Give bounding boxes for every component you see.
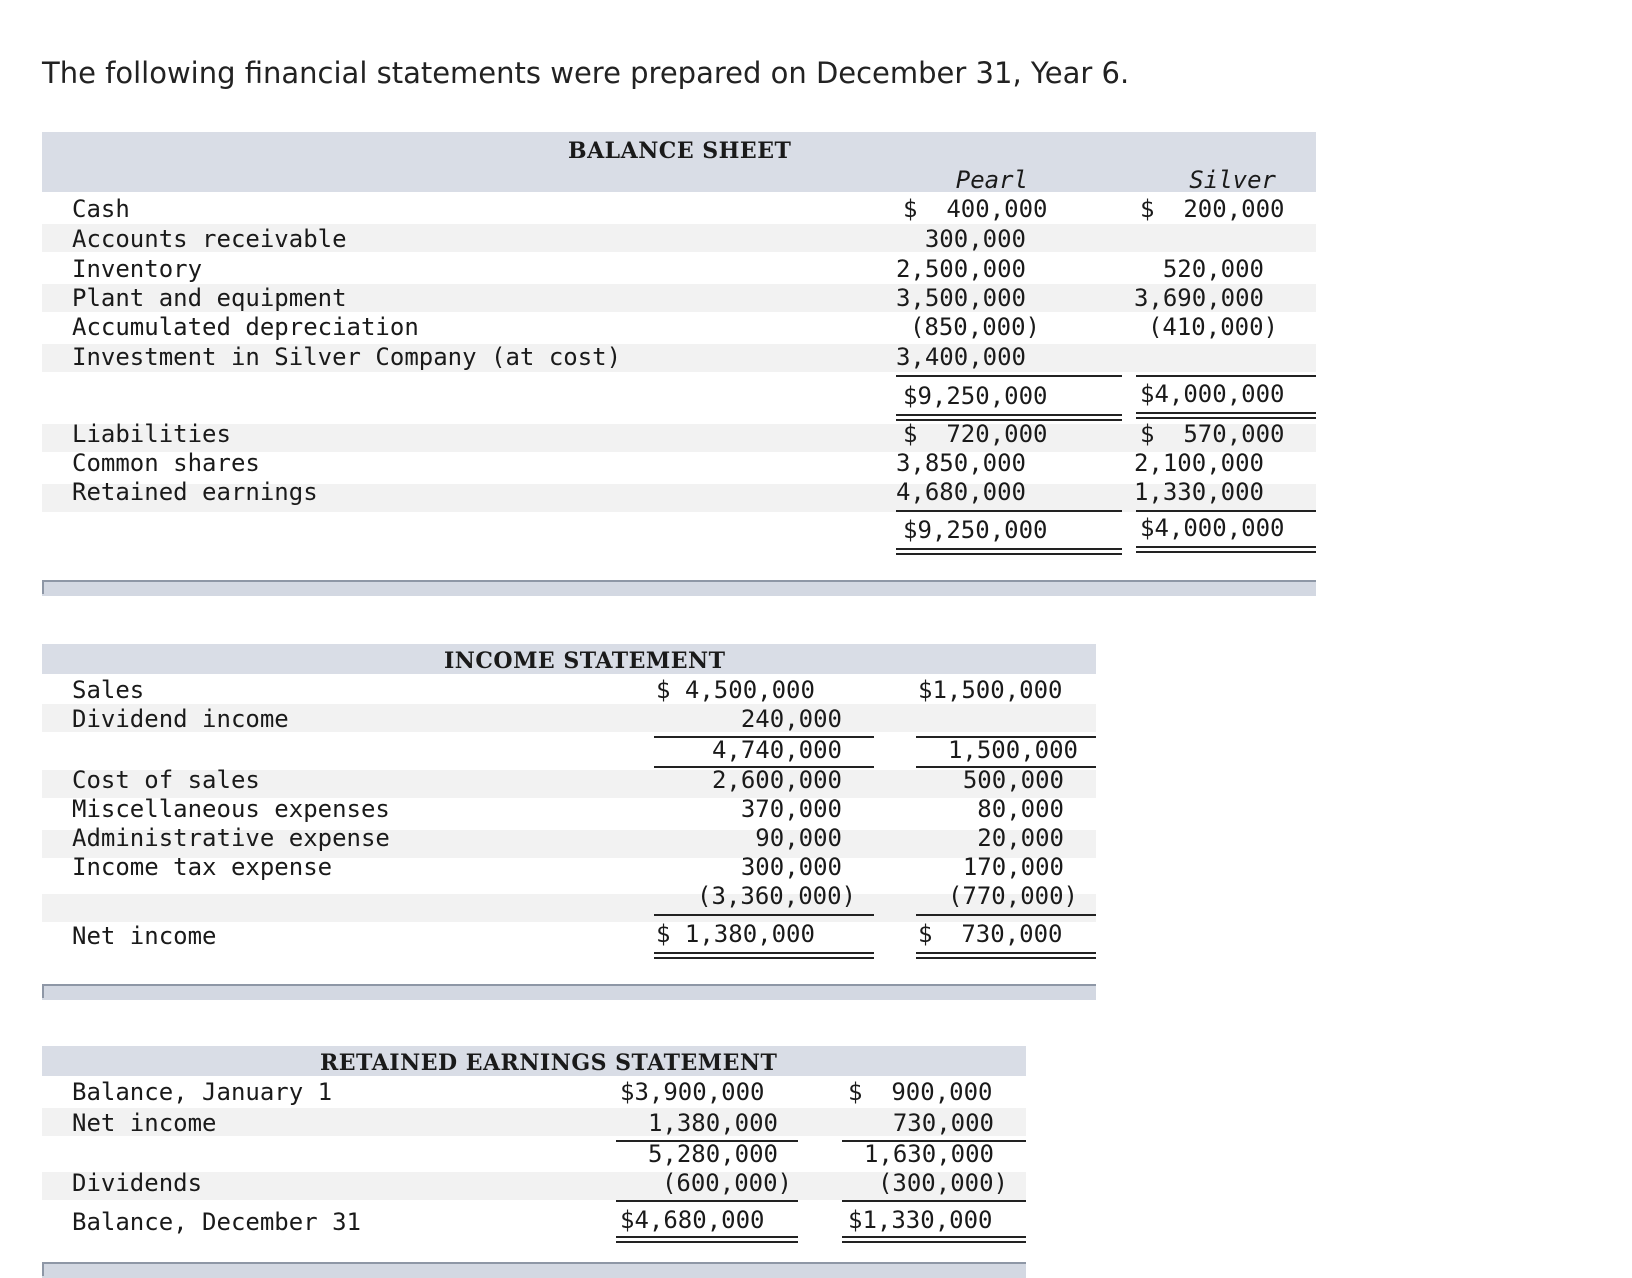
income-statement-title: INCOME STATEMENT xyxy=(444,648,726,674)
row-label: Net income xyxy=(72,1109,217,1137)
silver-value: (410,000) xyxy=(1147,313,1278,341)
silver-value: 1,330,000 xyxy=(1133,478,1264,506)
silver-value: $ 570,000 xyxy=(1140,420,1285,448)
row-label: Sales xyxy=(72,676,145,704)
row-label: Accounts receivable xyxy=(72,225,347,253)
pearl-total-assets: $9,250,000 xyxy=(903,382,1048,410)
pearl-value: 3,400,000 xyxy=(895,343,1026,371)
row-label: Cost of sales xyxy=(72,766,260,794)
row-label: Plant and equipment xyxy=(72,284,347,312)
balance-sheet-title: BALANCE SHEET xyxy=(568,138,792,164)
silver-subtotal: 1,630,000 xyxy=(863,1140,994,1168)
pearl-value: 300,000 xyxy=(740,853,842,881)
row-label: Common shares xyxy=(72,449,260,477)
row-label: Dividends xyxy=(72,1169,203,1197)
silver-total-expenses: (770,000) xyxy=(947,882,1078,910)
balance-sheet xyxy=(42,132,1316,600)
silver-value: $ 900,000 xyxy=(848,1078,993,1106)
row-label: Net income xyxy=(72,922,217,950)
silver-value: 730,000 xyxy=(892,1109,994,1137)
silver-value: 80,000 xyxy=(977,795,1064,823)
row-label: Miscellaneous expenses xyxy=(72,795,390,823)
silver-total-assets: $4,000,000 xyxy=(1140,380,1285,408)
row-label: Inventory xyxy=(72,255,203,283)
pearl-value: 240,000 xyxy=(740,705,842,733)
row-label: Administrative expense xyxy=(72,824,390,852)
silver-value: 3,690,000 xyxy=(1133,284,1264,312)
column-header-pearl: Pearl xyxy=(955,166,1028,194)
silver-value: 20,000 xyxy=(977,824,1064,852)
pearl-total-expenses: (3,360,000) xyxy=(697,882,856,910)
silver-net-income: $ 730,000 xyxy=(918,920,1063,948)
silver-value: 170,000 xyxy=(962,853,1064,881)
row-label: Liabilities xyxy=(72,420,231,448)
silver-subtotal: 1,500,000 xyxy=(947,736,1078,764)
row-label: Balance, January 1 xyxy=(72,1078,333,1106)
column-header-silver: Silver xyxy=(1189,166,1276,194)
pearl-value: 3,500,000 xyxy=(895,284,1026,312)
pearl-value: (850,000) xyxy=(909,313,1040,341)
silver-dividends: (300,000) xyxy=(877,1169,1008,1197)
silver-value: $ 200,000 xyxy=(1140,195,1285,223)
pearl-total-liabilities-equity: $9,250,000 xyxy=(903,516,1048,544)
pearl-ending-balance: $4,680,000 xyxy=(620,1206,765,1234)
pearl-value: 90,000 xyxy=(755,824,842,852)
pearl-value: $ 400,000 xyxy=(903,195,1048,223)
silver-value: 520,000 xyxy=(1162,255,1264,283)
pearl-value: 2,600,000 xyxy=(711,766,842,794)
income-statement xyxy=(42,644,1096,1000)
intro-text: The following financial statements were prepared on December 31, Year 6. xyxy=(42,56,1130,90)
row-label: Dividend income xyxy=(72,705,289,733)
row-label: Income tax expense xyxy=(72,853,333,881)
row-label: Investment in Silver Company (at cost) xyxy=(72,343,622,371)
row-label: Balance, December 31 xyxy=(72,1208,361,1236)
row-label: Retained earnings xyxy=(72,478,318,506)
row-label: Accumulated depreciation xyxy=(72,313,419,341)
pearl-value: $ 4,500,000 xyxy=(656,676,815,704)
pearl-value: 2,500,000 xyxy=(895,255,1026,283)
pearl-value: 370,000 xyxy=(740,795,842,823)
retained-earnings-title: RETAINED EARNINGS STATEMENT xyxy=(320,1050,778,1076)
pearl-value: $3,900,000 xyxy=(620,1078,765,1106)
silver-ending-balance: $1,330,000 xyxy=(848,1206,993,1234)
pearl-value: 3,850,000 xyxy=(895,449,1026,477)
pearl-value: 300,000 xyxy=(924,225,1026,253)
row-label: Cash xyxy=(72,195,130,223)
silver-value: 500,000 xyxy=(962,766,1064,794)
silver-total-liabilities-equity: $4,000,000 xyxy=(1140,514,1285,542)
pearl-subtotal: 4,740,000 xyxy=(711,736,842,764)
retained-earnings-statement xyxy=(42,1046,1026,1278)
pearl-value: 1,380,000 xyxy=(647,1109,778,1137)
silver-value: 2,100,000 xyxy=(1133,449,1264,477)
pearl-dividends: (600,000) xyxy=(661,1169,792,1197)
pearl-subtotal: 5,280,000 xyxy=(647,1140,778,1168)
silver-value: $1,500,000 xyxy=(918,676,1063,704)
pearl-value: $ 720,000 xyxy=(903,420,1048,448)
pearl-net-income: $ 1,380,000 xyxy=(656,920,815,948)
pearl-value: 4,680,000 xyxy=(895,478,1026,506)
